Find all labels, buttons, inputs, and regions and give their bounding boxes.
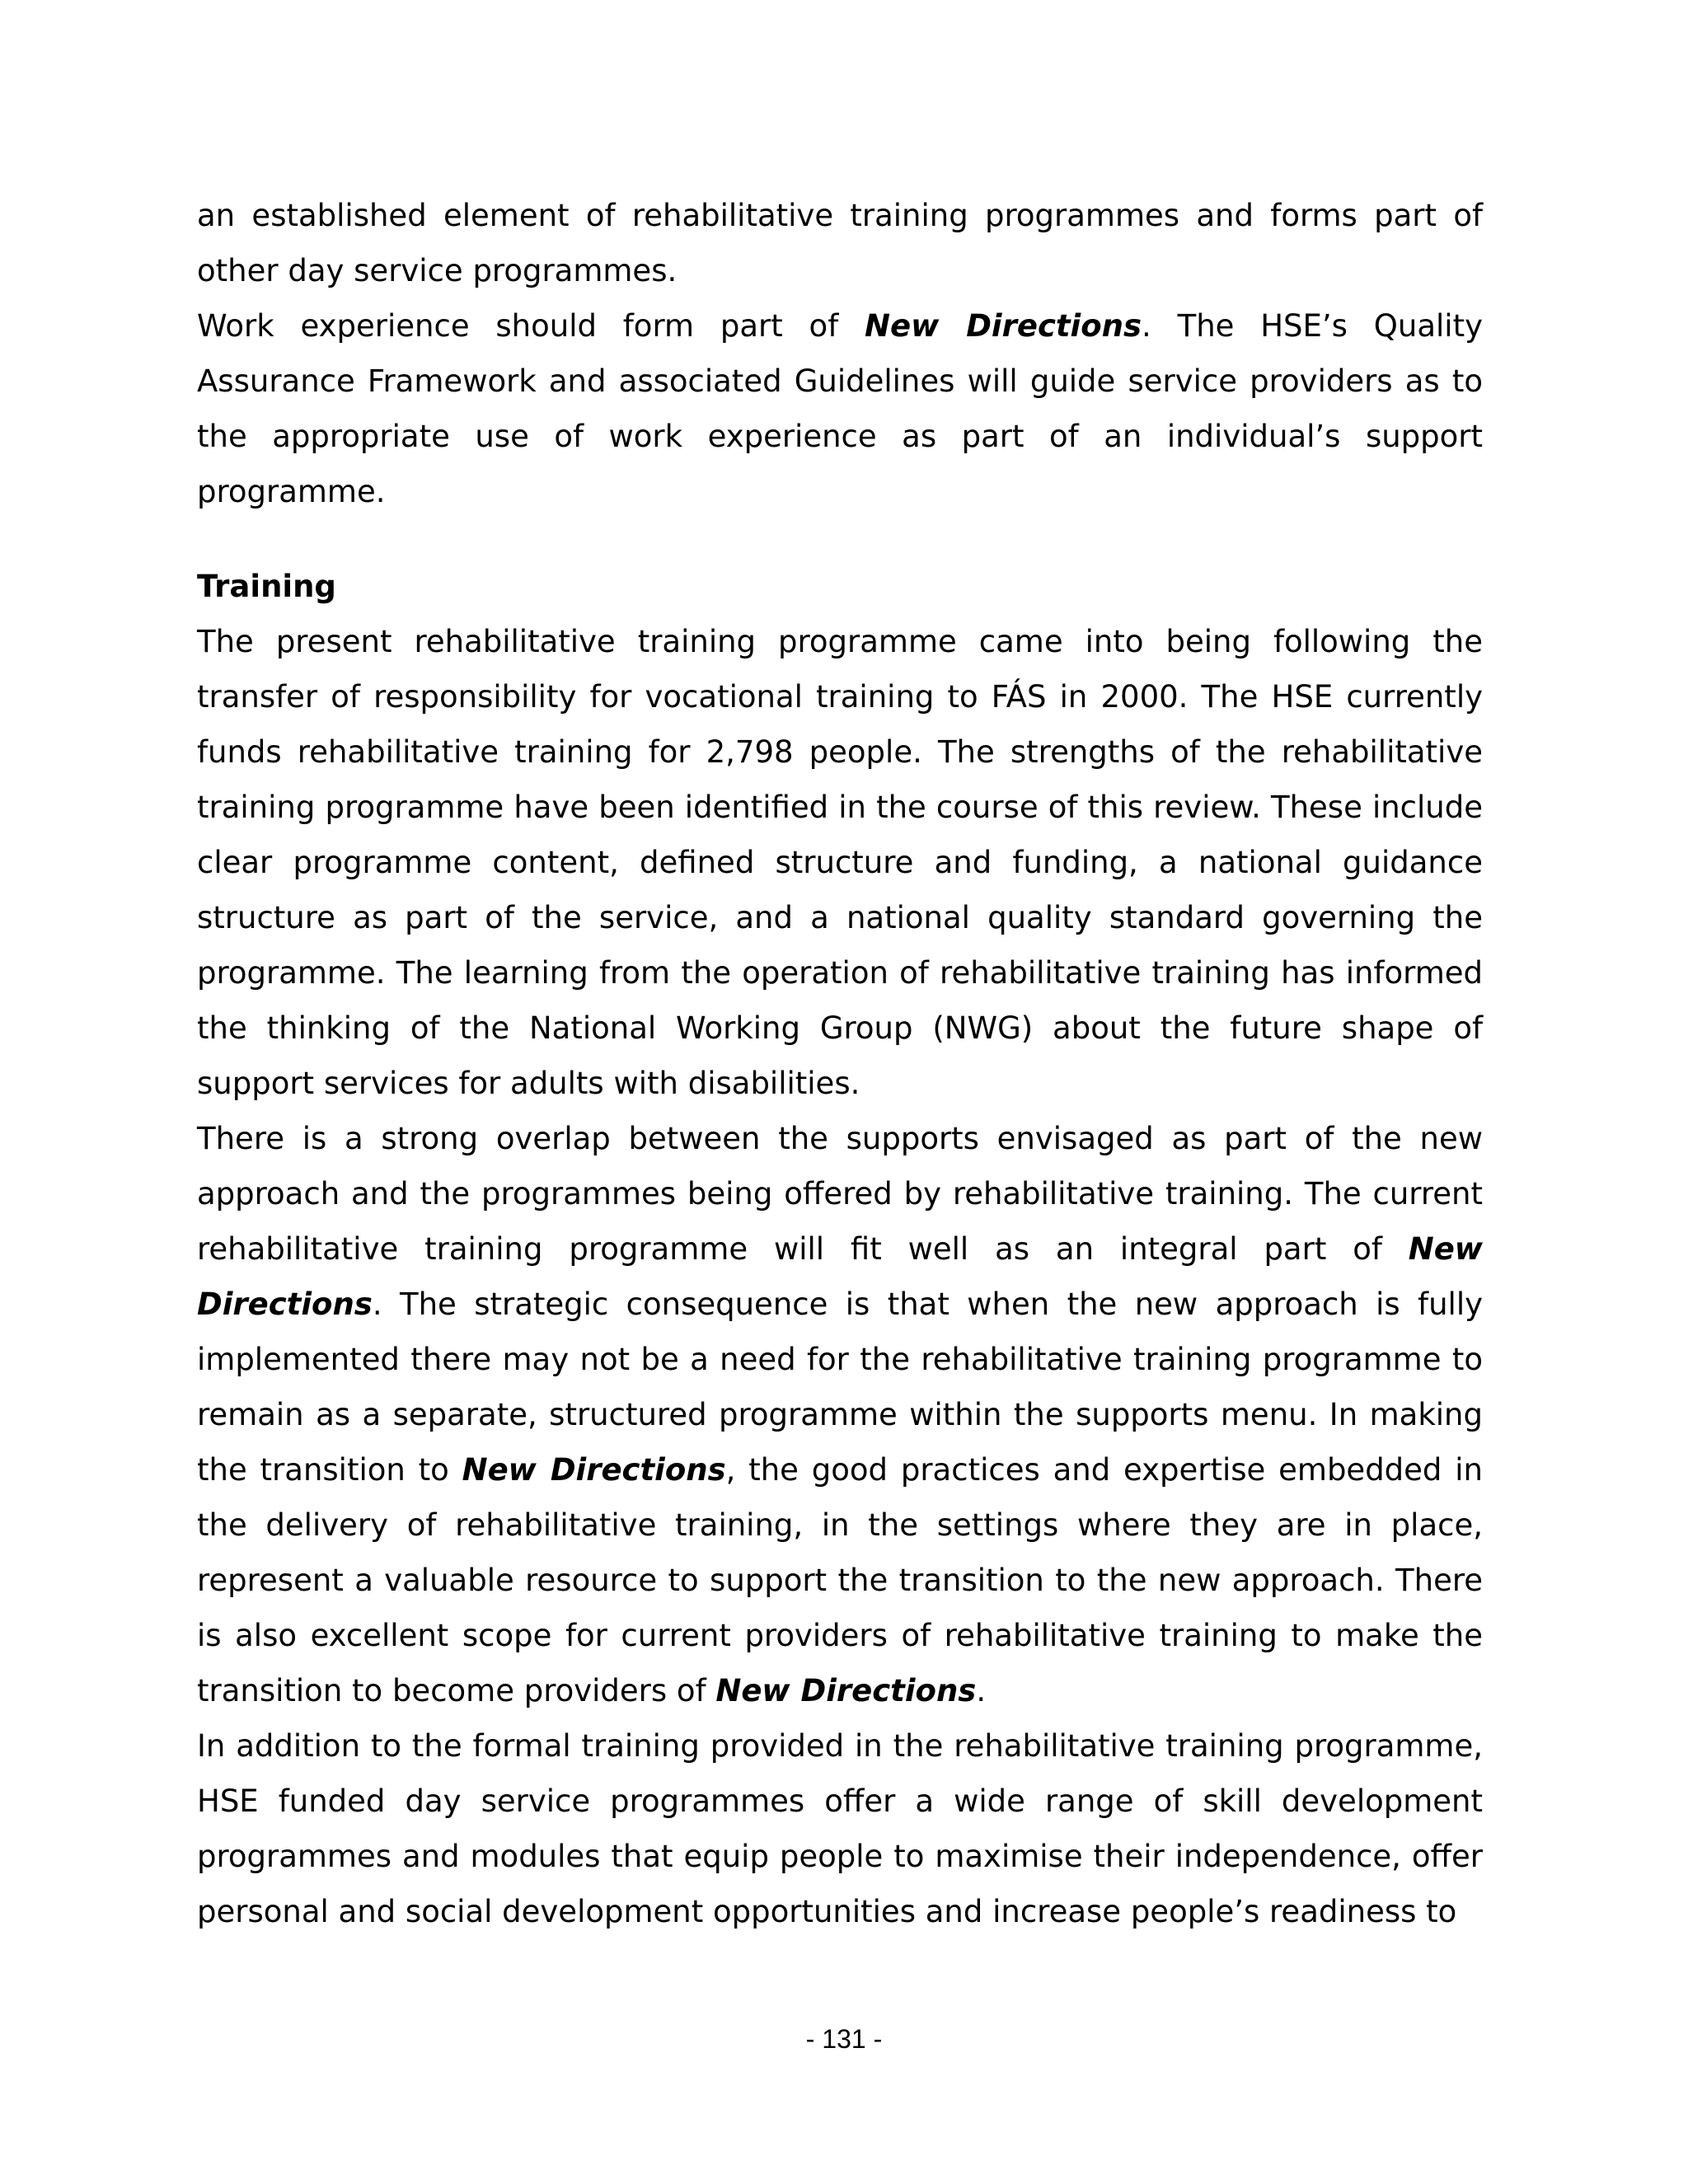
page-body: [197, 188, 1483, 1939]
page-number: - 131 -: [805, 2024, 883, 2054]
text-run: , the good practices and expertise embedded in the delivery of rehabilitative training, in the settings where they are in place, represent a valuable resource to support the transition to the new approach. There is also excellent scope for current providers of rehabilitative training to make the transition to become providers of: [197, 1452, 1483, 1708]
emphasis-new-directions: New Directions: [865, 308, 1142, 344]
text-run: There is a strong overlap between the supports envisaged as part of the new approach and the programmes being offered by rehabilitative training. The current rehabilitative training programme will fit well as an integral part of: [197, 1121, 1483, 1267]
text-run: . The HSE’s Quality Assurance Framework and associated Guidelines will guide service providers as to the appropriate use of work experience as part of an individual’s support programme.: [197, 308, 1483, 509]
paragraph-training-intro: The present rehabilitative training programme came into being following the transfer of responsibility for vocational training to FÁS in 2000. The HSE currently funds rehabilitative training for 2,798 people. The strengths of the rehabilitative training programme have been identified in the course of this review. These include clear programme content, defined structure and funding, a national guidance structure as part of the service, and a national quality standard governing the programme. The learning from the operation of rehabilitative training has informed the thinking of the National Working Group (NWG) about the future shape of support services for adults with disabilities.: [197, 624, 1483, 1101]
text-run: .: [976, 1673, 987, 1708]
paragraph-work-experience: [197, 298, 1483, 519]
emphasis-new-directions: New Directions: [462, 1452, 726, 1488]
emphasis-new-directions: New Directions: [197, 1231, 1483, 1322]
emphasis-new-directions: New Directions: [715, 1673, 977, 1708]
paragraph-continuation: an established element of rehabilitative training programmes and forms part of other day service programmes.: [197, 198, 1483, 288]
text-run: Work experience should form part of: [197, 308, 865, 344]
section-heading-training: Training: [197, 569, 336, 604]
text-run: . The strategic consequence is that when the new approach is fully implemented there may not be a need for the rehabilitative training programme to remain as a separate, structured programme within the supports menu. In making the transition to: [197, 1286, 1483, 1488]
paragraph-overlap: [197, 1111, 1483, 1718]
paragraph-day-services: In addition to the formal training provided in the rehabilitative training programme, HSE funded day service programmes offer a wide range of skill development programmes and modules that equip people to maximise their independence, offer personal and social development opportunities and increase people’s readiness to: [197, 1728, 1483, 1929]
